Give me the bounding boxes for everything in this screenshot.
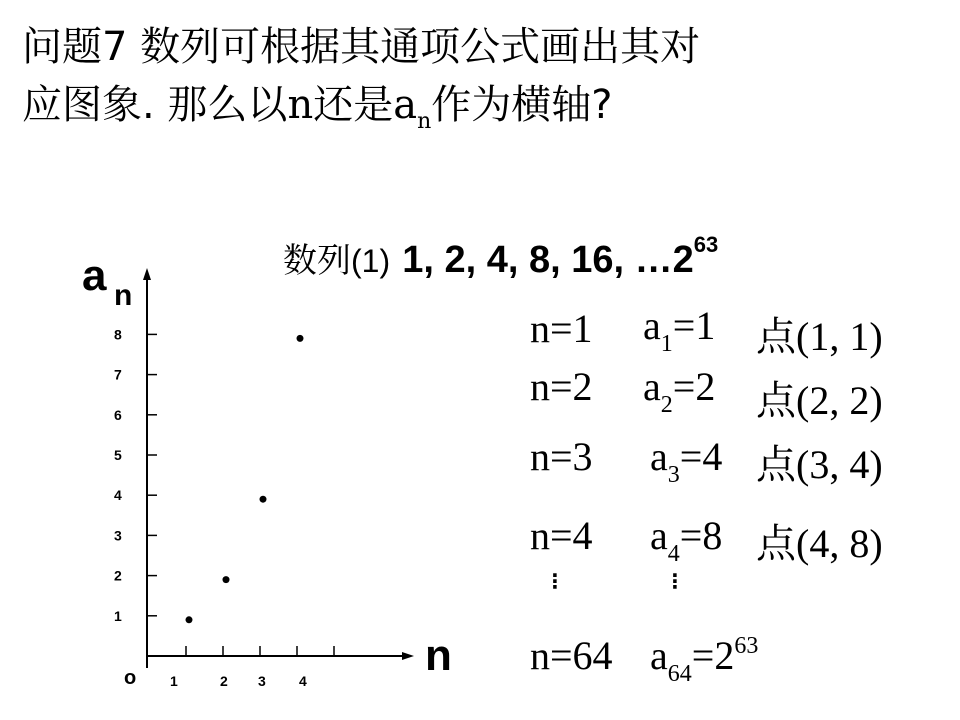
y-axis-label: a [82, 251, 107, 300]
row-a-term: $a_4=8$ [650, 513, 723, 567]
x-axis-label: n [425, 631, 452, 680]
row-n: n=4 [530, 513, 593, 558]
data-point [297, 335, 304, 342]
data-point [223, 576, 230, 583]
title-line-1: 问题7 数列可根据其通项公式画出其对 [22, 24, 701, 70]
sequence-number: (1) [351, 243, 391, 279]
row-point: 点(1, 1) [756, 314, 883, 360]
ellipsis-left: ⋮ [545, 569, 565, 593]
row-a-term: $a_{64}=2^{63}$ [650, 633, 759, 687]
y-tick-label: 1 [114, 607, 122, 624]
title-line-2-end: 作为横轴? [431, 82, 613, 128]
row-a-term: $a_3=4$ [650, 434, 723, 488]
row-point: 点(4, 8) [756, 521, 883, 567]
x-axis-arrow-icon [402, 652, 414, 660]
row-n: n=64 [530, 633, 613, 678]
y-axis-arrow-icon [143, 268, 151, 280]
title-a-symbol: a [393, 82, 418, 128]
row-n: n=2 [530, 364, 593, 409]
row-a-term: $a_2=2$ [643, 364, 716, 418]
y-tick-label: 3 [114, 527, 122, 544]
y-tick-label: 2 [114, 567, 122, 584]
row-n: n=1 [530, 306, 593, 351]
y-tick-label: 7 [114, 366, 122, 383]
x-tick-label: 3 [258, 673, 266, 689]
y-tick-label: 5 [114, 447, 122, 463]
row-point: 点(3, 4) [756, 442, 883, 488]
title-line-2-mid: 还是 [313, 82, 394, 128]
ellipsis-right: ⋮ [665, 569, 685, 593]
title-a-subscript: n [417, 109, 432, 134]
sequence-exponent: 63 [693, 232, 719, 257]
title-n-symbol: n [287, 82, 314, 128]
sequence-terms: 1, 2, 4, 8, 16, …2 [402, 239, 694, 281]
y-tick-label: 6 [114, 406, 122, 423]
title-line-2-start: 应图象. 那么以 [22, 82, 288, 128]
x-tick-label: 2 [220, 673, 228, 689]
origin-label: o [124, 667, 137, 689]
sequence-label: 数列 [283, 241, 351, 281]
row-a-term: $a_1=1$ [643, 303, 716, 357]
x-tick-label: 1 [170, 673, 178, 689]
data-point [260, 496, 267, 503]
y-axis-label-subscript: n [114, 279, 133, 312]
y-tick-label: 8 [114, 326, 122, 343]
x-tick-label: 4 [299, 673, 307, 689]
y-tick-label: 4 [114, 487, 122, 504]
row-n: n=3 [530, 434, 593, 479]
row-point: 点(2, 2) [756, 378, 883, 424]
data-point [186, 616, 193, 623]
